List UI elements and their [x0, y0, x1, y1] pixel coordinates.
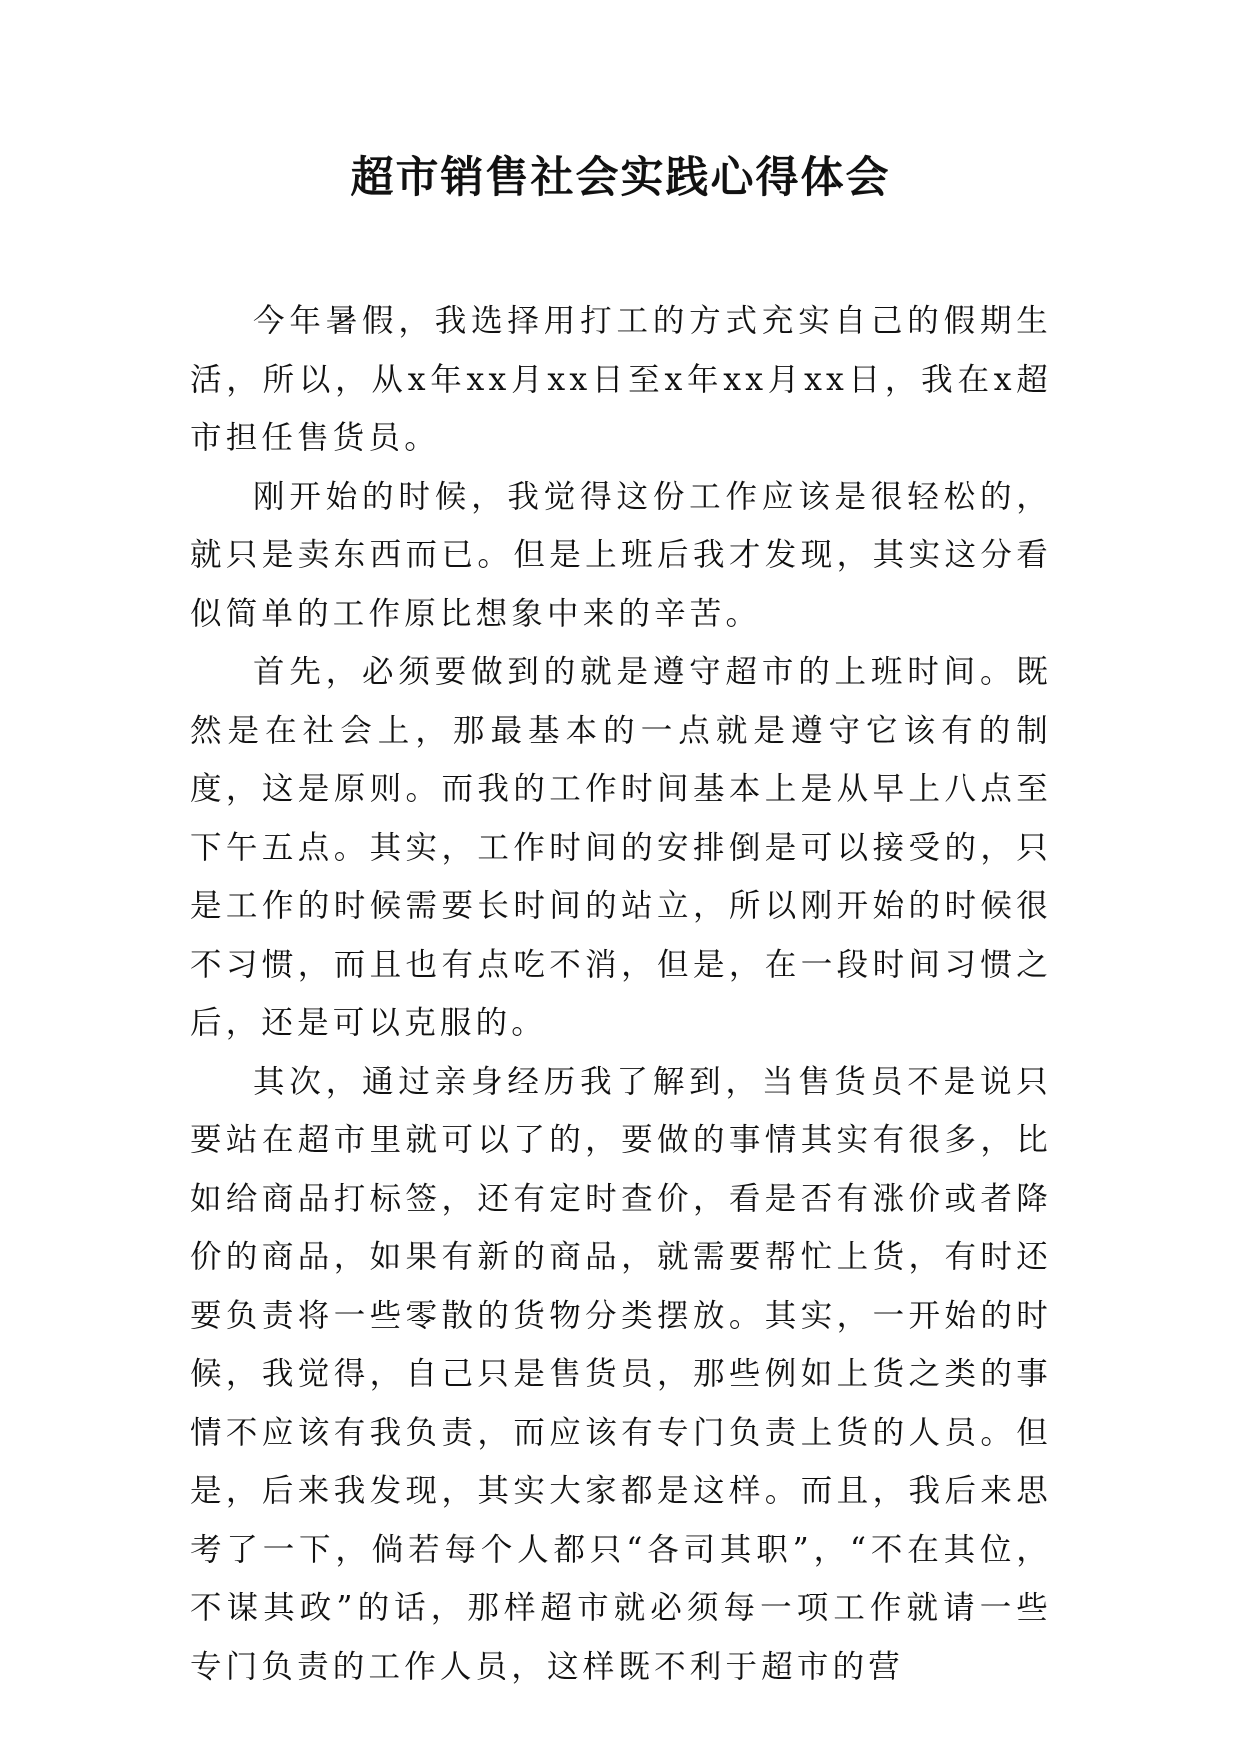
paragraph: 刚开始的时候，我觉得这份工作应该是很轻松的，就只是卖东西而已。但是上班后我才发现，其实这分看似简单的工作原比想象中来的辛苦。: [190, 478, 1052, 632]
paragraph: 今年暑假，我选择用打工的方式充实自己的假期生活，所以，从x年xx月xx日至x年xx月xx日，我在x超市担任售货员。: [190, 303, 1052, 456]
document-title: 超市销售社会实践心得体会: [350, 153, 891, 203]
document-body: [190, 292, 1052, 1696]
paragraph: 其次，通过亲身经历我了解到，当售货员不是说只要站在超市里就可以了的，要做的事情其实有很多，比如给商品打标签，还有定时查价，看是否有涨价或者降价的商品，如果有新的商品，就需要帮忙上货，有时还要负责将一些零散的货物分类摆放。其实，一开始的时候，我觉得，自己只是售货员，那些例如上货之类的事情不应该有我负责，而应该有专门负责上货的人员。但是，后来我发现，其实大家都是这样。而且，我后来思考了一下，倘若每个人都只“各司其职”，“不在其位，不谋其政”的话，那样超市就必须每一项工作就请一些专门负责的工作人员，这样既不利于超市的营: [190, 1063, 1052, 1685]
paragraph: 首先，必须要做到的就是遵守超市的上班时间。既然是在社会上，那最基本的一点就是遵守它该有的制度，这是原则。而我的工作时间基本上是从早上八点至下午五点。其实，工作时间的安排倒是可以接受的，只是工作的时候需要长时间的站立，所以刚开始的时候很不习惯，而且也有点吃不消，但是，在一段时间习惯之后，还是可以克服的。: [190, 654, 1052, 1041]
